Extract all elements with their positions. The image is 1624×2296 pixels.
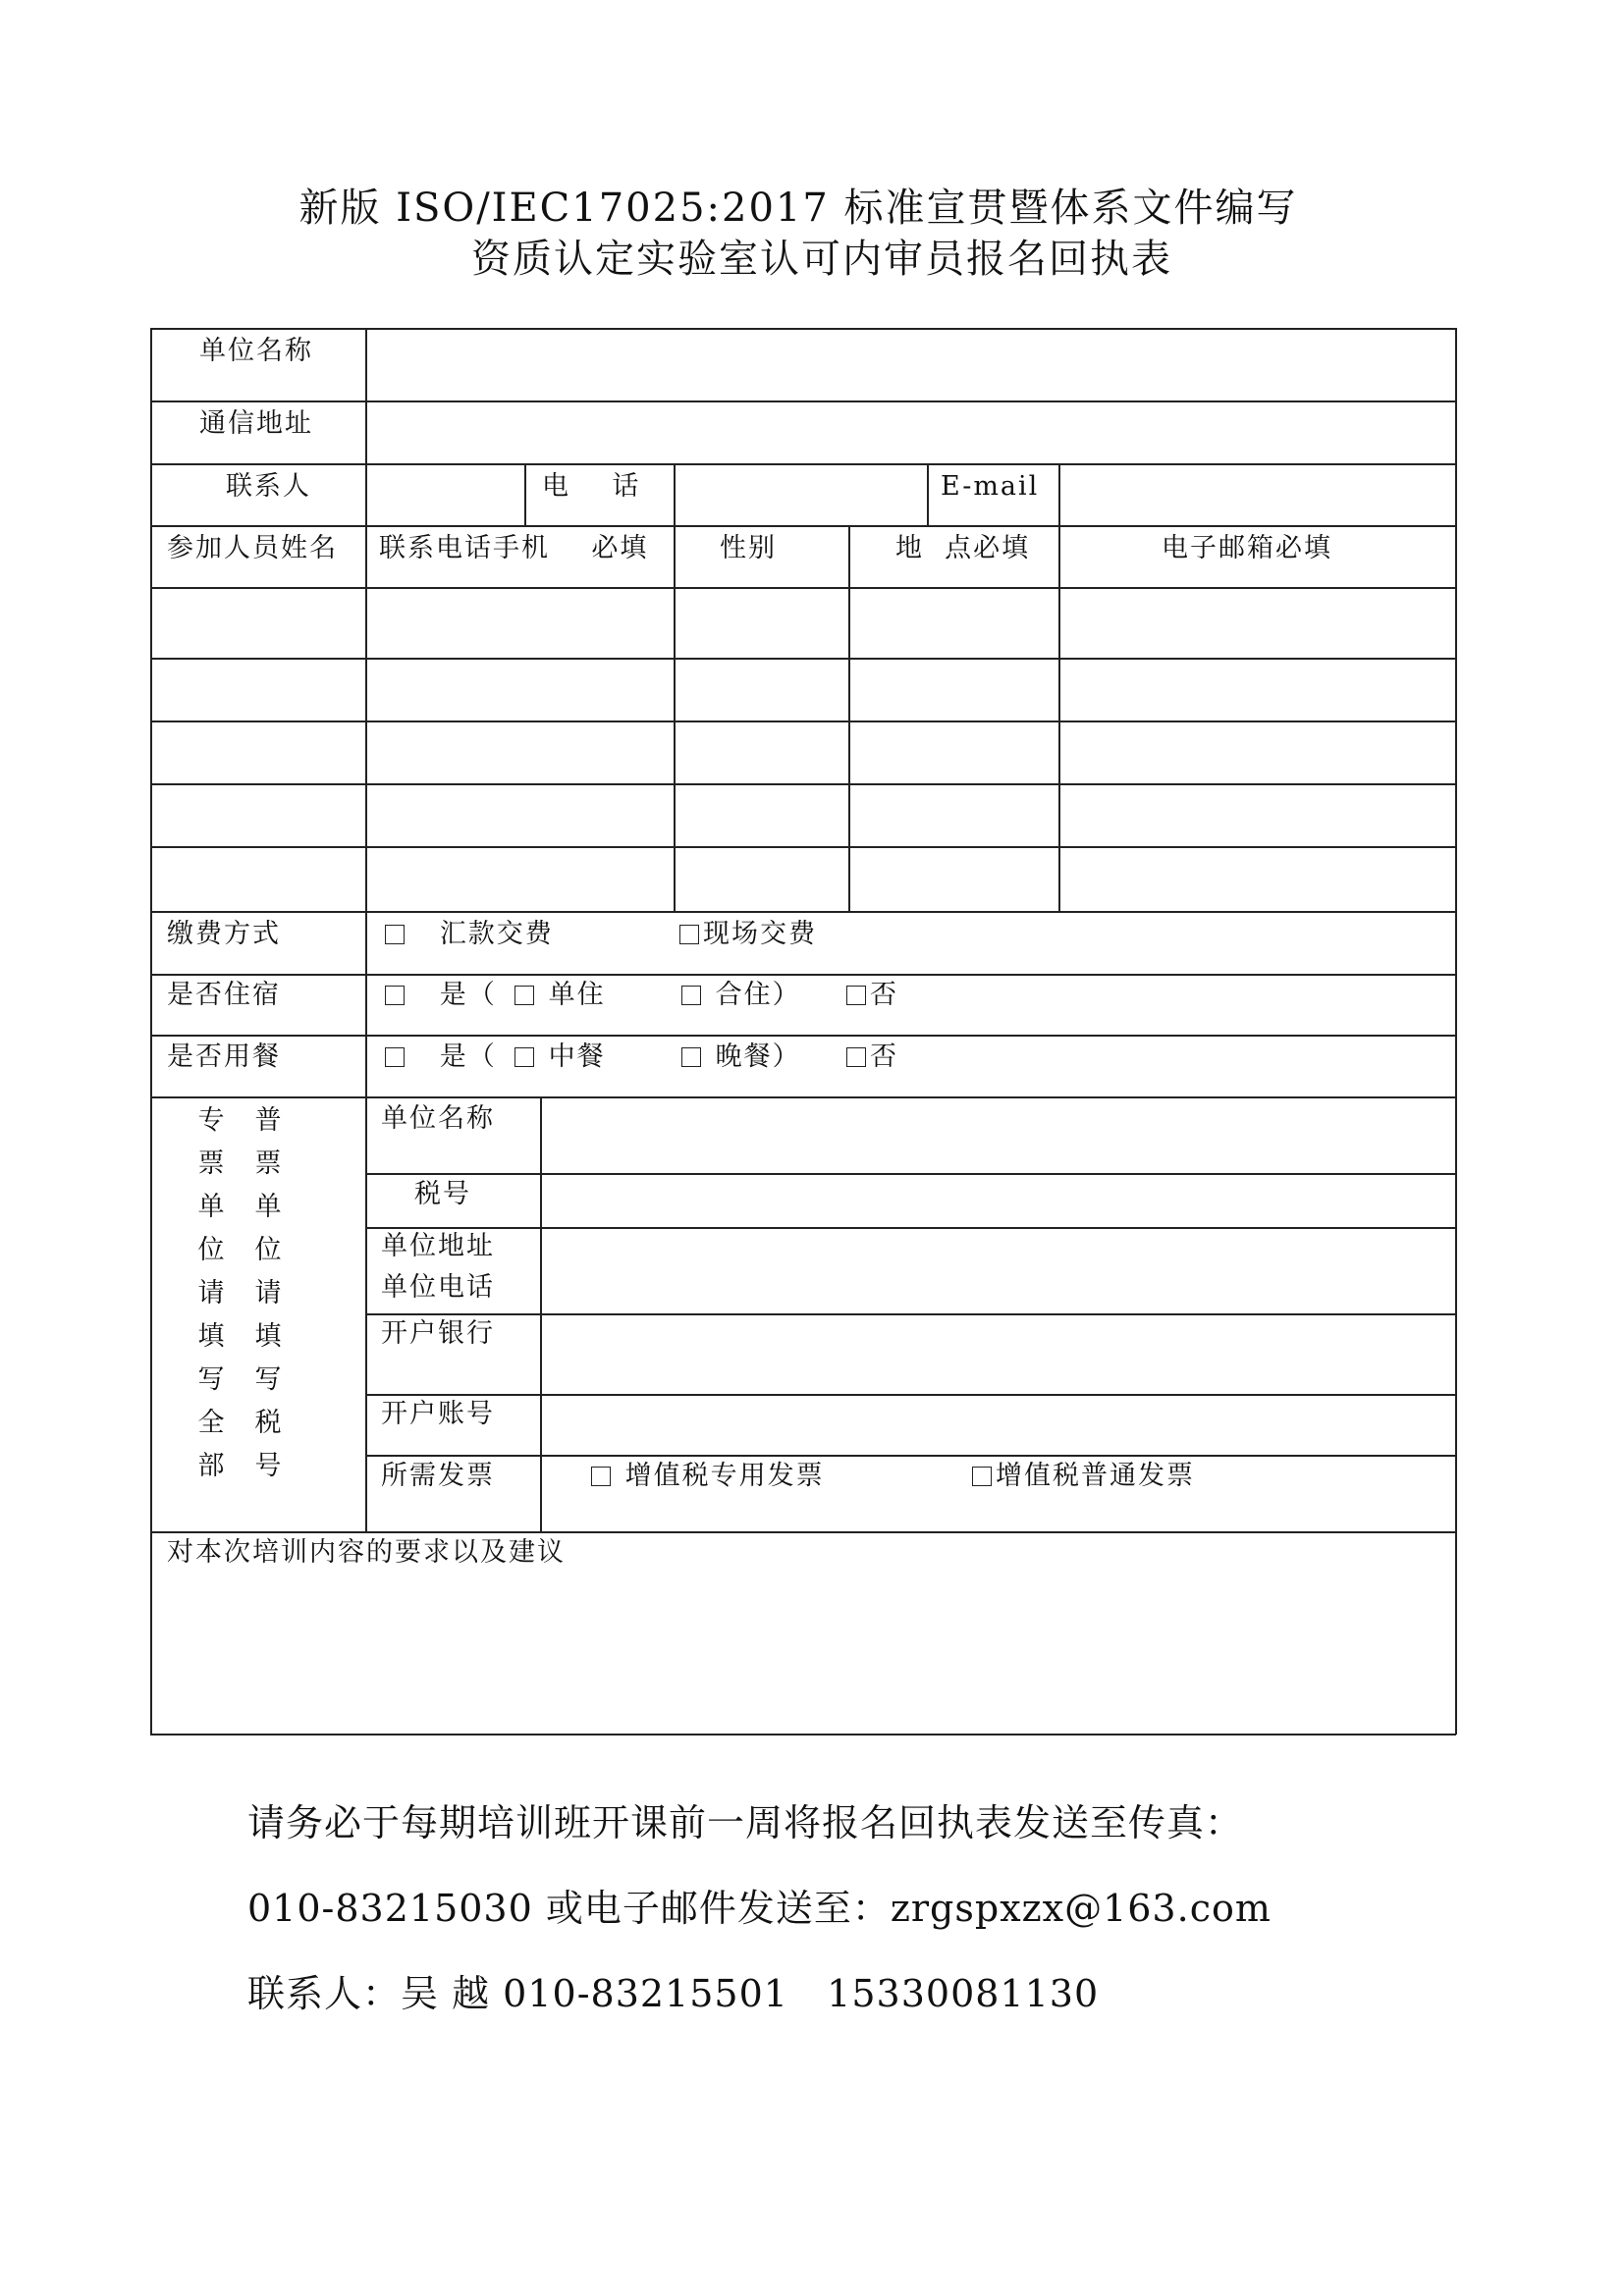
invoice-side-char: 填 bbox=[254, 1321, 282, 1352]
invoice-side-char: 写 bbox=[254, 1364, 282, 1395]
checkbox-icon bbox=[385, 1047, 405, 1067]
meal-yes-option[interactable]: 是（ bbox=[385, 1041, 497, 1073]
participant-row[interactable] bbox=[152, 660, 1454, 720]
participant-row[interactable] bbox=[152, 722, 1454, 782]
invoice-side-char: 请 bbox=[254, 1278, 282, 1308]
invoice-unit-name-label: 单位名称 bbox=[381, 1103, 495, 1134]
invoice-address-phone-field[interactable] bbox=[542, 1229, 1454, 1312]
invoice-side-char: 税 bbox=[254, 1408, 282, 1438]
suggestions-field[interactable] bbox=[152, 1576, 1454, 1732]
participant-phone-header: 联系电话手机 必填 bbox=[379, 533, 649, 563]
invoice-tax-id-field[interactable] bbox=[542, 1175, 1454, 1226]
invoice-side-char: 单 bbox=[197, 1192, 225, 1222]
invoice-type-label: 所需发票 bbox=[381, 1461, 495, 1491]
email-label: E-mail bbox=[941, 471, 1040, 502]
payment-option-onsite[interactable]: 现场交费 bbox=[679, 919, 817, 950]
lodging-no-option[interactable]: 否 bbox=[846, 980, 898, 1011]
checkbox-icon bbox=[591, 1467, 611, 1486]
invoice-side-char: 填 bbox=[197, 1321, 225, 1352]
invoice-side-char: 票 bbox=[197, 1148, 225, 1179]
invoice-side-char: 号 bbox=[254, 1451, 282, 1481]
invoice-side-char: 全 bbox=[197, 1408, 225, 1438]
checkbox-icon bbox=[846, 1047, 866, 1067]
checkbox-icon bbox=[385, 986, 405, 1005]
phone-label: 电 话 bbox=[542, 471, 641, 502]
address-field[interactable] bbox=[367, 402, 1454, 462]
address-label: 通信地址 bbox=[199, 408, 313, 439]
footer-instruction: 请务必于每期培训班开课前一周将报名回执表发送至传真： bbox=[247, 1801, 1244, 1844]
checkbox-icon bbox=[514, 1047, 534, 1067]
checkbox-icon bbox=[681, 986, 701, 1005]
invoice-side-char: 普 bbox=[254, 1105, 282, 1136]
lodging-shared-option[interactable]: 合住） bbox=[681, 980, 801, 1011]
invoice-tax-id-label: 税号 bbox=[414, 1179, 471, 1209]
invoice-side-char: 票 bbox=[254, 1148, 282, 1179]
payment-label: 缴费方式 bbox=[167, 919, 281, 949]
invoice-bank-label: 开户银行 bbox=[381, 1318, 495, 1349]
participant-location-header: 地 点必填 bbox=[895, 533, 1031, 563]
invoice-address-label: 单位地址 bbox=[381, 1231, 495, 1261]
email-field[interactable] bbox=[1060, 465, 1453, 524]
meal-label: 是否用餐 bbox=[167, 1041, 281, 1072]
meal-no-option[interactable]: 否 bbox=[846, 1041, 898, 1073]
lodging-yes-option[interactable]: 是（ bbox=[385, 980, 497, 1011]
invoice-phone-label: 单位电话 bbox=[381, 1272, 495, 1303]
participant-row[interactable] bbox=[152, 785, 1454, 845]
invoice-type-special-option[interactable]: 增值税专用发票 bbox=[591, 1461, 825, 1492]
invoice-bank-field[interactable] bbox=[542, 1315, 1454, 1393]
invoice-side-char: 请 bbox=[197, 1278, 225, 1308]
phone-field[interactable] bbox=[676, 465, 925, 524]
participant-name-header: 参加人员姓名 bbox=[167, 533, 338, 563]
lodging-single-option[interactable]: 单住 bbox=[514, 980, 606, 1011]
form-title-line-1: 新版 ISO/IEC17025:2017 标准宣贯暨体系文件编写 bbox=[298, 186, 1298, 231]
invoice-unit-name-field[interactable] bbox=[542, 1098, 1454, 1172]
footer-contact: 联系人：吴 越 010-83215501 15330081130 bbox=[247, 1972, 1100, 2015]
suggestions-label: 对本次培训内容的要求以及建议 bbox=[167, 1537, 566, 1568]
participant-gender-header: 性别 bbox=[720, 533, 777, 563]
invoice-account-field[interactable] bbox=[542, 1396, 1454, 1454]
unit-name-field[interactable] bbox=[367, 330, 1454, 400]
contact-field[interactable] bbox=[367, 465, 522, 524]
participant-email-header: 电子邮箱必填 bbox=[1162, 533, 1332, 563]
form-title-line-2: 资质认定实验室认可内审员报名回执表 bbox=[471, 237, 1172, 282]
checkbox-icon bbox=[679, 925, 699, 944]
invoice-side-char: 位 bbox=[197, 1235, 225, 1265]
invoice-side-char: 写 bbox=[197, 1364, 225, 1395]
invoice-type-normal-option[interactable]: 增值税普通发票 bbox=[972, 1461, 1195, 1492]
checkbox-icon bbox=[514, 986, 534, 1005]
footer-fax-email: 010-83215030 或电子邮件发送至：zrgspxzx@163.com bbox=[247, 1887, 1272, 1930]
checkbox-icon bbox=[972, 1467, 992, 1486]
meal-dinner-option[interactable]: 晚餐） bbox=[681, 1041, 801, 1073]
participant-row[interactable] bbox=[152, 848, 1454, 910]
invoice-side-char: 专 bbox=[197, 1105, 225, 1136]
meal-lunch-option[interactable]: 中餐 bbox=[514, 1041, 606, 1073]
checkbox-icon bbox=[681, 1047, 701, 1067]
invoice-side-char: 单 bbox=[254, 1192, 282, 1222]
checkbox-icon bbox=[385, 925, 405, 944]
checkbox-icon bbox=[846, 986, 866, 1005]
unit-name-label: 单位名称 bbox=[199, 336, 313, 366]
participant-row[interactable] bbox=[152, 589, 1454, 657]
invoice-account-label: 开户账号 bbox=[381, 1399, 495, 1429]
payment-option-remit[interactable]: 汇款交费 bbox=[385, 919, 554, 950]
invoice-side-char: 部 bbox=[197, 1451, 225, 1481]
invoice-side-char: 位 bbox=[254, 1235, 282, 1265]
lodging-label: 是否住宿 bbox=[167, 980, 281, 1010]
contact-label: 联系人 bbox=[226, 471, 311, 502]
